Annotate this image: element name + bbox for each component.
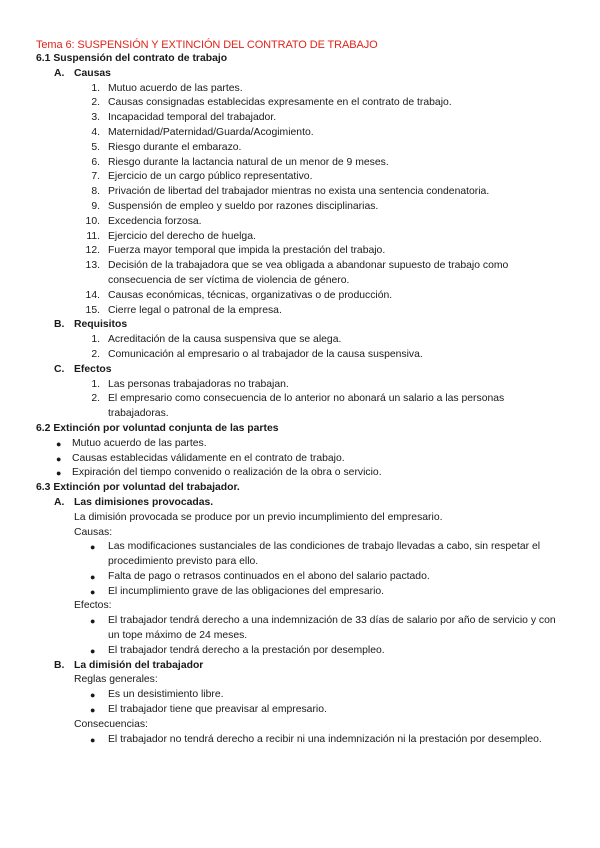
list-number: 1.	[91, 334, 100, 346]
label-causas: Causas:	[74, 526, 113, 538]
list-text: Suspensión de empleo y sueldo por razones disciplinarias.	[108, 200, 379, 212]
subsection-title: Causas	[74, 67, 111, 79]
consecuencias-list	[36, 733, 566, 748]
subsection-letter: B.	[54, 659, 65, 671]
bullet-text: Mutuo acuerdo de las partes.	[72, 437, 207, 449]
list-item	[36, 215, 566, 230]
subsection-efectos-heading	[36, 363, 566, 378]
list-item	[36, 333, 566, 348]
list-text: Las personas trabajadoras no trabajan.	[108, 378, 289, 390]
list-item	[36, 348, 566, 363]
list-item	[36, 156, 566, 171]
list-text: Mutuo acuerdo de las partes.	[108, 82, 243, 94]
list-text: Causas consignadas establecidas expresamente en el contrato de trabajo.	[108, 97, 452, 109]
list-number: 9.	[91, 200, 100, 212]
list-item	[36, 82, 566, 97]
paragraph-intro: La dimisión provocada se produce por un previo incumplimiento del empresario.	[74, 511, 443, 523]
bullet-icon: ●	[90, 734, 96, 745]
list-item	[36, 185, 566, 200]
bullet-icon: ●	[56, 453, 62, 464]
label-efectos: Efectos:	[74, 600, 112, 612]
subsection-letter: C.	[54, 363, 65, 375]
bullet-item	[36, 703, 566, 718]
list-text: Causas económicas, técnicas, organizativas o de producción.	[108, 289, 393, 301]
section-6-2-heading: 6.2 Extinción por voluntad conjunta de las partes	[36, 422, 279, 434]
list-text: Riesgo durante el embarazo.	[108, 141, 242, 153]
list-item	[36, 111, 566, 126]
bullet-text: Expiración del tiempo convenido o realización de la obra o servicio.	[72, 467, 382, 479]
list-number: 4.	[91, 126, 100, 138]
subsection-letter: A.	[54, 67, 65, 79]
bullet-icon: ●	[90, 645, 96, 656]
list-number: 7.	[91, 171, 100, 183]
document-body	[36, 52, 566, 747]
list-text: El empresario como consecuencia de lo anterior no abonará un salario a las personas trabajadoras.	[108, 393, 505, 420]
list-text: Incapacidad temporal del trabajador.	[108, 112, 277, 124]
dimisiones-causas-list	[36, 540, 566, 599]
list-number: 5.	[91, 141, 100, 153]
list-item	[36, 392, 566, 422]
list-text: Fuerza mayor temporal que impida la prestación del trabajo.	[108, 245, 386, 257]
bullet-item	[36, 733, 566, 748]
section-6-1-heading: 6.1 Suspensión del contrato de trabajo	[36, 53, 228, 64]
bullet-icon: ●	[90, 616, 96, 627]
list-number: 2.	[91, 348, 100, 360]
list-text: Privación de libertad del trabajador mientras no exista una sentencia condenatoria.	[108, 186, 490, 198]
list-text: Excedencia forzosa.	[108, 215, 202, 227]
list-item	[36, 126, 566, 141]
bullet-item	[36, 614, 566, 644]
list-item	[36, 289, 566, 304]
subsection-dimisiones-provocadas-heading	[36, 496, 566, 511]
list-number: 2.	[91, 393, 100, 405]
list-number: 8.	[91, 186, 100, 198]
list-text: Ejercicio del derecho de huelga.	[108, 230, 256, 242]
subsection-dimision-trabajador-heading	[36, 659, 566, 674]
list-number: 15.	[85, 304, 100, 316]
list-text: Cierre legal o patronal de la empresa.	[108, 304, 282, 316]
bullet-item	[36, 452, 566, 467]
subsection-letter: A.	[54, 496, 65, 508]
bullet-icon: ●	[90, 690, 96, 701]
subsection-title: Las dimisiones provocadas.	[74, 496, 214, 508]
bullet-text: El trabajador no tendrá derecho a recibir ni una indemnización ni la prestación por desempleo.	[108, 733, 542, 745]
bullet-text: Las modificaciones sustanciales de las condiciones de trabajo llevadas a cabo, sin respetar el procedimiento previsto para ello.	[108, 541, 541, 568]
bullet-text: Es un desistimiento libre.	[108, 689, 224, 701]
list-number: 12.	[85, 245, 100, 257]
list-text: Comunicación al empresario o al trabajador de la causa suspensiva.	[108, 348, 423, 360]
list-item	[36, 170, 566, 185]
list-number: 11.	[86, 230, 100, 242]
bullet-icon: ●	[90, 705, 96, 716]
requisitos-list	[36, 333, 566, 363]
list-text: Ejercicio de un cargo público representativo.	[108, 171, 313, 183]
bullet-item	[36, 644, 566, 659]
bullet-text: El trabajador tiene que preavisar al empresario.	[108, 704, 327, 716]
bullet-text: Causas establecidas válidamente en el contrato de trabajo.	[72, 452, 345, 464]
list-item	[36, 230, 566, 245]
efectos-list	[36, 378, 566, 422]
label-reglas-generales: Reglas generales:	[74, 674, 158, 686]
list-text: Decisión de la trabajadora que se vea obligada a abandonar supuesto de trabajo como consecuencia de ser víctima de violencia de género.	[108, 260, 509, 286]
bullet-icon: ●	[90, 542, 96, 553]
bullet-item	[36, 437, 566, 452]
bullet-item	[36, 688, 566, 703]
subsection-title: La dimisión del trabajador	[74, 659, 204, 671]
list-item	[36, 200, 566, 215]
bullet-item	[36, 540, 566, 570]
list-item	[36, 378, 566, 393]
list-item	[36, 304, 566, 319]
list-text: Maternidad/Paternidad/Guarda/Acogimiento.	[108, 126, 314, 138]
bullet-text: Falta de pago o retrasos continuados en el abono del salario pactado.	[108, 570, 430, 582]
label-consecuencias: Consecuencias:	[74, 718, 148, 730]
bullet-item	[36, 466, 566, 481]
dimisiones-efectos-list	[36, 614, 566, 658]
subsection-letter: B.	[54, 319, 65, 331]
section-6-3-heading: 6.3 Extinción por voluntad del trabajador.	[36, 482, 240, 494]
causas-list	[36, 82, 566, 319]
bullet-item	[36, 585, 566, 600]
bullet-text: El trabajador tendrá derecho a la prestación por desempleo.	[108, 644, 385, 656]
list-number: 3.	[91, 112, 100, 124]
bullet-text: El trabajador tendrá derecho a una indemnización de 33 días de salario por año de servicio y con un tope máximo de 24 meses.	[108, 615, 556, 642]
list-number: 10.	[85, 215, 100, 227]
list-item	[36, 244, 566, 259]
bullet-item	[36, 570, 566, 585]
bullet-icon: ●	[90, 571, 96, 582]
list-item	[36, 141, 566, 156]
list-number: 14.	[85, 289, 100, 301]
list-item	[36, 259, 566, 289]
subsection-requisitos-heading	[36, 318, 566, 333]
list-number: 13.	[85, 260, 100, 272]
subsection-causas-heading	[36, 67, 566, 82]
list-number: 1.	[91, 82, 100, 94]
bullet-icon: ●	[56, 438, 62, 449]
list-number: 2.	[91, 97, 100, 109]
list-text: Acreditación de la causa suspensiva que se alega.	[108, 334, 342, 346]
subsection-title: Efectos	[74, 363, 112, 375]
section-6-2-list	[36, 437, 566, 481]
subsection-title: Requisitos	[74, 319, 128, 331]
list-number: 6.	[91, 156, 100, 168]
document-title: Tema 6: SUSPENSIÓN Y EXTINCIÓN DEL CONTRATO DE TRABAJO	[36, 39, 378, 51]
bullet-icon: ●	[90, 586, 96, 597]
bullet-text: El incumplimiento grave de las obligaciones del empresario.	[108, 585, 385, 597]
list-item	[36, 96, 566, 111]
list-number: 1.	[91, 378, 100, 390]
list-text: Riesgo durante la lactancia natural de un menor de 9 meses.	[108, 156, 389, 168]
bullet-icon: ●	[56, 468, 62, 479]
reglas-list	[36, 688, 566, 718]
